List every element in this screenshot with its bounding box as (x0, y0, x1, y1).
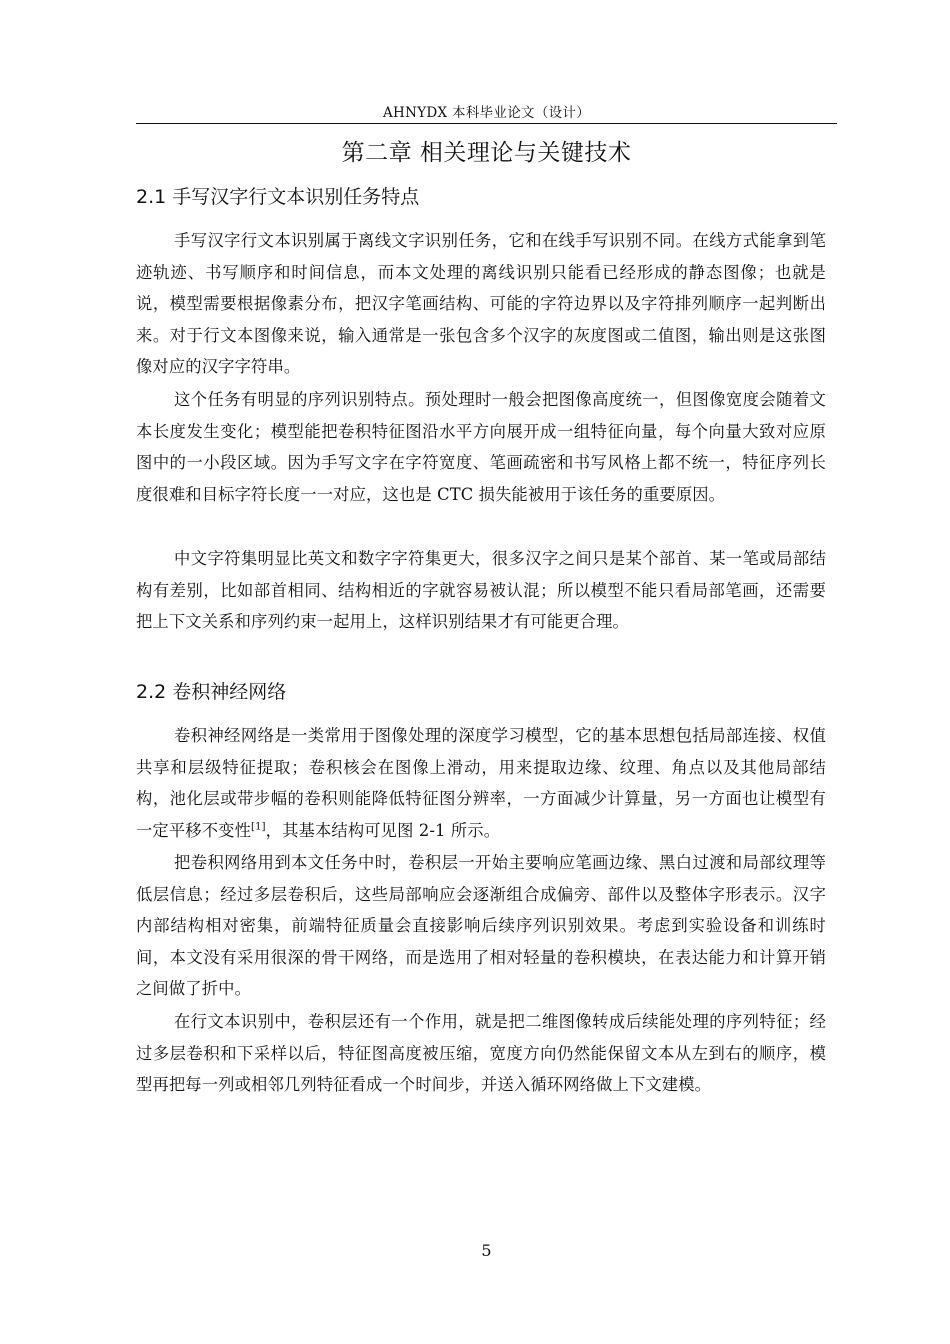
paragraph: 这个任务有明显的序列识别特点。预处理时一般会把图像高度统一，但图像宽度会随着文本长度发生变化；模型能把卷积特征图沿水平方向展开成一组特征向量，每个向量大致对应原图中的一小段区域。因为手写文字在字符宽度、笔画疏密和书写风格上都不统一，特征序列长度很难和目标字符长度一一对应，这也是 CTC 损失能被用于该任务的重要原因。 (136, 390, 826, 504)
section-title-2-2: 2.2 卷积神经网络 (136, 681, 287, 703)
paragraph: 手写汉字行文本识别属于离线文字识别任务，它和在线手写识别不同。在线方式能拿到笔迹轨迹、书写顺序和时间信息，而本文处理的离线识别只能看已经形成的静态图像；也就是说，模型需要根据像素分布，把汉字笔画结构、可能的字符边界以及字符排列顺序一起判断出来。对于行文本图像来说，输入通常是一张包含多个汉字的灰度图或二值图，输出则是这张图像对应的汉字字符串。 (136, 231, 826, 376)
paragraph: 把卷积网络用到本文任务中时，卷积层一开始主要响应笔画边缘、黑白过渡和局部纹理等低层信息；经过多层卷积后，这些局部响应会逐渐组合成偏旁、部件以及整体字形表示。汉字内部结构相对密集，前端特征质量会直接影响后续序列识别效果。考虑到实验设备和训练时间，本文没有采用很深的骨干网络，而是选用了相对轻量的卷积模块，在表达能力和计算开销之间做了折中。 (136, 853, 826, 998)
paragraph (136, 720, 826, 846)
paragraph-text: ，其基本结构可见图 2-1 所示。 (265, 820, 501, 840)
page-number: 5 (481, 1241, 492, 1260)
running-header: AHNYDX 本科毕业论文（设计） (382, 105, 591, 121)
chapter-title: 第二章 相关理论与关键技术 (341, 140, 632, 166)
citation[interactable]: [1] (251, 821, 266, 833)
section-title-2-1: 2.1 手写汉字行文本识别任务特点 (136, 186, 420, 208)
paragraph: 中文字符集明显比英文和数字字符集更大，很多汉字之间只是某个部首、某一笔或局部结构有差别，比如部首相同、结构相近的字就容易被认混；所以模型不能只看局部笔画，还需要把上下文关系和序列约束一起用上，这样识别结果才有可能更合理。 (136, 549, 826, 631)
paragraph-text: 卷积神经网络是一类常用于图像处理的深度学习模型，它的基本思想包括局部连接、权值共享和层级特征提取；卷积核会在图像上滑动，用来提取边缘、纹理、角点以及其他局部结构，池化层或带步幅的卷积则能降低特征图分辨率，一方面减少计算量，另一方面也让模型有一定平移不变性 (136, 726, 826, 840)
paragraph: 在行文本识别中，卷积层还有一个作用，就是把二维图像转成后续能处理的序列特征；经过多层卷积和下采样以后，特征图高度被压缩，宽度方向仍然能保留文本从左到右的顺序，模型再把每一列或相邻几列特征看成一个时间步，并送入循环网络做上下文建模。 (136, 1012, 826, 1094)
header-rule (136, 123, 837, 124)
